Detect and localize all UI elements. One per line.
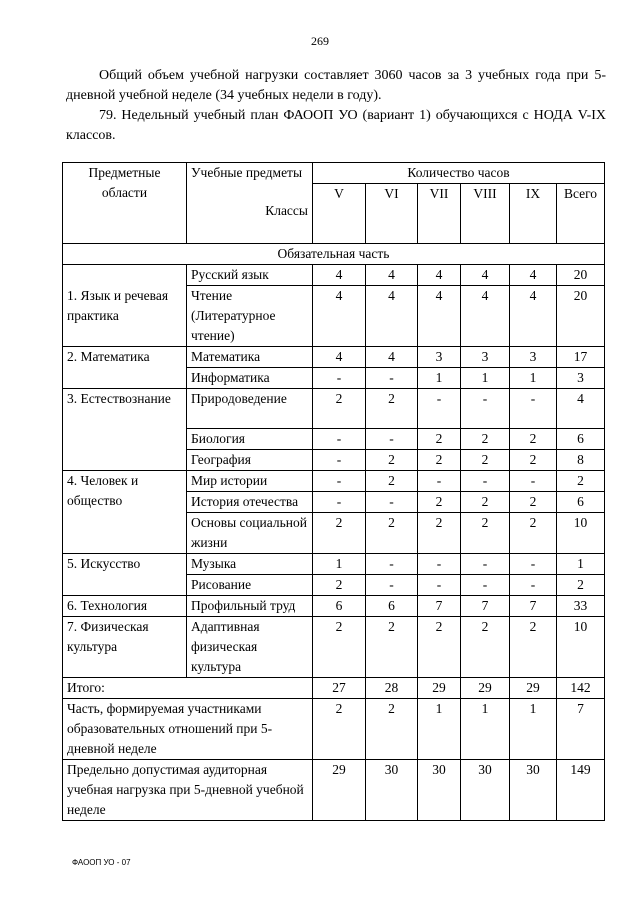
value-cell: 20 (557, 286, 605, 347)
total-label: Итого: (63, 678, 313, 699)
paragraph-plan-title: 79. Недельный учебный план ФАООП УО (вариант 1) обучающихся с НОДА V-IX классов. (66, 108, 606, 143)
value-cell: 4 (366, 265, 418, 286)
curriculum-table (62, 162, 605, 821)
total-cell: 27 (313, 678, 366, 699)
header-hours: Количество часов (313, 163, 605, 184)
value-cell: - (366, 368, 418, 389)
subject-cell: Профильный труд (187, 596, 313, 617)
value-cell: 2 (366, 450, 418, 471)
footer-code: ФАООП УО - 07 (72, 858, 131, 867)
max-load-cell: 30 (461, 760, 510, 821)
value-cell: 1 (510, 368, 557, 389)
optional-part-label: Часть, формируемая участниками образовательных отношений при 5-дневной неделе (63, 699, 313, 760)
value-cell: 33 (557, 596, 605, 617)
table-row (63, 617, 605, 678)
grade-header: VI (366, 184, 418, 244)
table-row (63, 554, 605, 575)
max-load-cell: 30 (510, 760, 557, 821)
max-load-row (63, 760, 605, 821)
subject-cell: Информатика (187, 368, 313, 389)
paragraph-workload: Общий объем учебной нагрузки составляет 3060 часов за 3 учебных года при 5-дневной учебной неделе (34 учебных недели в году). (66, 68, 606, 103)
total-cell: 29 (461, 678, 510, 699)
value-cell: - (366, 554, 418, 575)
value-cell: - (510, 554, 557, 575)
value-cell: - (313, 450, 366, 471)
value-cell: 17 (557, 347, 605, 368)
value-cell: 3 (461, 347, 510, 368)
grade-header: IX (510, 184, 557, 244)
optional-part-cell: 2 (313, 699, 366, 760)
subject-cell: Рисование (187, 575, 313, 596)
max-load-cell: 149 (557, 760, 605, 821)
total-cell: 28 (366, 678, 418, 699)
page-number: 269 (311, 34, 329, 48)
value-cell: 1 (557, 554, 605, 575)
grade-header: Всего (557, 184, 605, 244)
optional-part-cell: 2 (366, 699, 418, 760)
value-cell: 2 (461, 450, 510, 471)
section-row (63, 244, 605, 265)
value-cell: 2 (510, 492, 557, 513)
area-cell: 6. Технология (63, 596, 187, 617)
subject-cell: Основы социальной жизни (187, 513, 313, 554)
grade-header: VIII (461, 184, 510, 244)
subject-cell: Музыка (187, 554, 313, 575)
table-row (63, 265, 605, 286)
value-cell: 2 (418, 450, 461, 471)
value-cell: 20 (557, 265, 605, 286)
area-cell: 3. Естествознание (63, 389, 187, 471)
max-load-cell: 30 (366, 760, 418, 821)
total-cell: 29 (510, 678, 557, 699)
value-cell: - (461, 575, 510, 596)
value-cell: 2 (366, 617, 418, 678)
value-cell: - (510, 471, 557, 492)
value-cell: - (418, 575, 461, 596)
value-cell: 4 (418, 286, 461, 347)
value-cell: 2 (418, 513, 461, 554)
value-cell: 7 (418, 596, 461, 617)
value-cell: 4 (510, 286, 557, 347)
value-cell: 6 (557, 492, 605, 513)
value-cell: 2 (418, 617, 461, 678)
value-cell: 3 (510, 347, 557, 368)
value-cell: 6 (557, 429, 605, 450)
header-area: Предметные области (63, 163, 187, 244)
value-cell: 1 (461, 368, 510, 389)
header-classes-label: Классы (265, 203, 308, 218)
optional-part-cell: 1 (510, 699, 557, 760)
subject-cell: Биология (187, 429, 313, 450)
area-cell: 1. Язык и речевая практика (63, 265, 187, 347)
value-cell: - (366, 492, 418, 513)
value-cell: 2 (461, 429, 510, 450)
value-cell: 2 (418, 492, 461, 513)
subject-cell: Мир истории (187, 471, 313, 492)
value-cell: 4 (313, 286, 366, 347)
value-cell: - (313, 471, 366, 492)
value-cell: 2 (510, 513, 557, 554)
value-cell: - (313, 368, 366, 389)
value-cell: 4 (461, 265, 510, 286)
subject-cell: История отечества (187, 492, 313, 513)
section-mandatory: Обязательная часть (63, 244, 605, 265)
grade-header: V (313, 184, 366, 244)
value-cell: - (313, 429, 366, 450)
subject-cell: Математика (187, 347, 313, 368)
area-cell: 7. Физическая культура (63, 617, 187, 678)
value-cell: 2 (366, 471, 418, 492)
value-cell: 4 (313, 265, 366, 286)
value-cell: 2 (510, 429, 557, 450)
value-cell: - (418, 554, 461, 575)
table-header-row (63, 163, 605, 184)
value-cell: 10 (557, 617, 605, 678)
value-cell: 2 (313, 617, 366, 678)
value-cell: 4 (366, 286, 418, 347)
value-cell: 4 (313, 347, 366, 368)
optional-part-cell: 1 (461, 699, 510, 760)
max-load-label: Предельно допустимая аудиторная учебная нагрузка при 5-дневной учебной неделе (63, 760, 313, 821)
subject-cell: Русский язык (187, 265, 313, 286)
value-cell: 2 (557, 471, 605, 492)
value-cell: 4 (418, 265, 461, 286)
value-cell: - (366, 575, 418, 596)
value-cell: 4 (510, 265, 557, 286)
value-cell: 2 (418, 429, 461, 450)
value-cell: 2 (510, 617, 557, 678)
area-cell: 2. Математика (63, 347, 187, 389)
value-cell: 6 (313, 596, 366, 617)
optional-part-row (63, 699, 605, 760)
optional-part-cell: 1 (418, 699, 461, 760)
value-cell: 6 (366, 596, 418, 617)
max-load-cell: 30 (418, 760, 461, 821)
value-cell: 2 (366, 513, 418, 554)
table-row (63, 347, 605, 368)
value-cell: - (366, 429, 418, 450)
value-cell: 4 (366, 347, 418, 368)
value-cell: 7 (461, 596, 510, 617)
value-cell: 4 (557, 389, 605, 429)
value-cell: 2 (313, 575, 366, 596)
value-cell: 2 (313, 389, 366, 429)
header-subject-label: Учебные предметы (191, 165, 303, 180)
value-cell: 2 (557, 575, 605, 596)
value-cell: 7 (510, 596, 557, 617)
value-cell: 1 (418, 368, 461, 389)
table-row (63, 389, 605, 429)
area-cell: 4. Человек и общество (63, 471, 187, 554)
header-subject (187, 163, 313, 244)
table-row (63, 471, 605, 492)
max-load-cell: 29 (313, 760, 366, 821)
value-cell: 2 (461, 617, 510, 678)
value-cell: 2 (461, 492, 510, 513)
total-row (63, 678, 605, 699)
subject-cell: Адаптивная физическая культура (187, 617, 313, 678)
value-cell: 1 (313, 554, 366, 575)
value-cell: - (510, 575, 557, 596)
subject-cell: Чтение (Литературное чтение) (187, 286, 313, 347)
value-cell: - (418, 389, 461, 429)
value-cell: - (461, 554, 510, 575)
subject-cell: География (187, 450, 313, 471)
area-cell: 5. Искусство (63, 554, 187, 596)
value-cell: 2 (366, 389, 418, 429)
table-row (63, 596, 605, 617)
value-cell: 2 (510, 450, 557, 471)
value-cell: 3 (557, 368, 605, 389)
value-cell: 3 (418, 347, 461, 368)
optional-part-cell: 7 (557, 699, 605, 760)
value-cell: - (461, 471, 510, 492)
value-cell: 4 (461, 286, 510, 347)
value-cell: - (313, 492, 366, 513)
total-cell: 29 (418, 678, 461, 699)
value-cell: 2 (461, 513, 510, 554)
grade-header: VII (418, 184, 461, 244)
value-cell: - (461, 389, 510, 429)
value-cell: - (510, 389, 557, 429)
value-cell: 2 (313, 513, 366, 554)
value-cell: - (418, 471, 461, 492)
value-cell: 10 (557, 513, 605, 554)
value-cell: 8 (557, 450, 605, 471)
total-cell: 142 (557, 678, 605, 699)
subject-cell: Природоведение (187, 389, 313, 429)
